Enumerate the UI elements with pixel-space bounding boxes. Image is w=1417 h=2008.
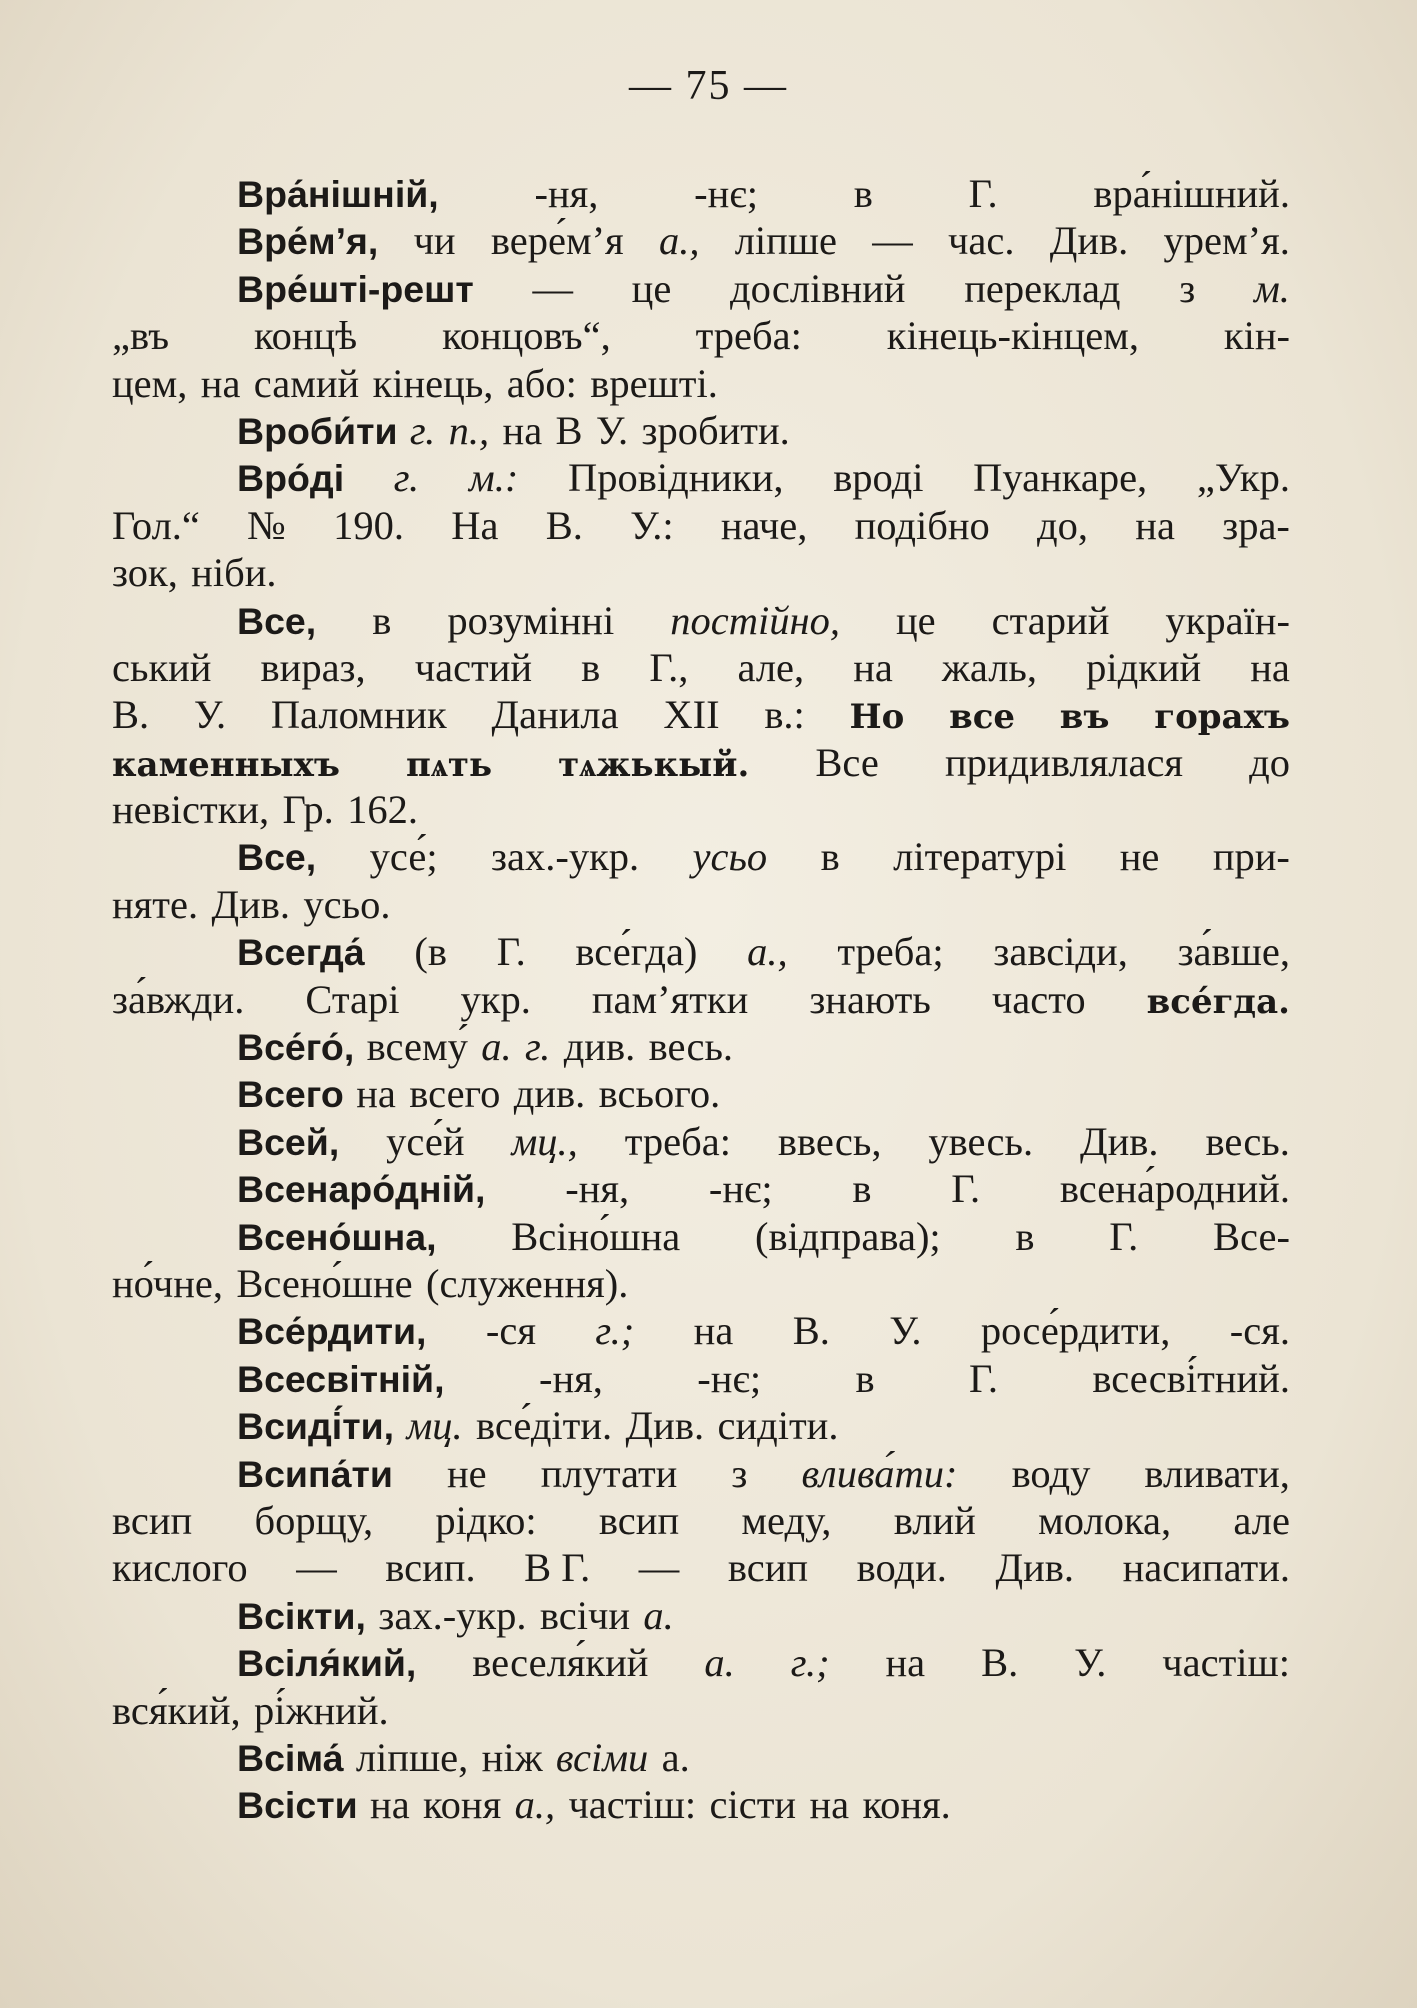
word: постійно, [670, 597, 840, 643]
word: Данила [491, 692, 619, 738]
word: не [446, 1450, 487, 1496]
word: жаль, [941, 644, 1038, 690]
word: ніби. [191, 550, 277, 596]
entry-line [112, 1402, 1290, 1449]
word: весь. [1205, 1118, 1290, 1164]
word: а., [747, 929, 788, 975]
word: до, [1037, 502, 1089, 548]
headword: Вре́шті-решт [237, 267, 474, 310]
word: Гр. [282, 787, 334, 833]
word: Всіно́шна [511, 1213, 681, 1259]
church-slavonic-word: Но [849, 697, 905, 738]
word: воду [1011, 1450, 1091, 1496]
word: вроді [833, 455, 924, 501]
word: вся́кий, [112, 1687, 241, 1733]
word: на [1135, 502, 1175, 548]
word: або: [506, 360, 577, 406]
word: Див. [625, 1403, 705, 1449]
entry-line [112, 265, 1290, 312]
headword: Всенаро́дній, [237, 1168, 486, 1211]
word: в.: [764, 692, 805, 738]
word: чи [413, 218, 456, 264]
word: усе́; [369, 834, 438, 880]
church-slavonic-word: тѧжькый. [558, 744, 750, 785]
word: зах.-укр. [378, 1592, 527, 1638]
word: час. [948, 218, 1015, 264]
word: г.; [595, 1308, 635, 1354]
word: Див. [995, 1545, 1075, 1591]
headword: Все́рдити, [237, 1310, 427, 1353]
word: переклад [964, 265, 1121, 311]
word: на [809, 1782, 850, 1828]
word: (служення). [425, 1260, 629, 1306]
word: зробити. [641, 407, 790, 453]
word: — [872, 218, 913, 264]
word: а. [481, 1024, 512, 1070]
word: У.: [630, 502, 674, 548]
word: Див. [211, 881, 291, 927]
word: -ня, [534, 171, 599, 216]
word: — [296, 1545, 337, 1591]
word: У. [595, 407, 629, 453]
word: пам’ятки [591, 976, 749, 1022]
word: зра- [1222, 502, 1290, 548]
entry-line [112, 1213, 1290, 1260]
word: — [638, 1545, 680, 1591]
word: п., [448, 407, 490, 453]
word: — [532, 265, 573, 311]
text-line [112, 691, 1290, 738]
word: а., [514, 1782, 556, 1828]
word: укр. [460, 976, 531, 1022]
word: вираз, [260, 644, 366, 690]
headword: Вро́ді [237, 457, 345, 500]
word: кислого [112, 1545, 248, 1591]
word: концѣ [253, 313, 358, 359]
word: № [247, 502, 286, 548]
text-line [112, 360, 1290, 407]
word: дослівний [730, 265, 906, 311]
church-slavonic-word: все [949, 697, 1016, 738]
word: На [451, 502, 499, 548]
word: літературі [893, 834, 1067, 880]
word: борщу, [254, 1497, 374, 1543]
word: завсіди, [993, 929, 1128, 975]
word: м.: [468, 455, 519, 501]
entry-line [112, 1592, 1290, 1639]
word: всип [598, 1497, 680, 1543]
word: Див. [1049, 218, 1129, 264]
entry-line [112, 1355, 1290, 1402]
word: Г. [1109, 1213, 1139, 1259]
entry-line [112, 1734, 1290, 1781]
word: усе́й [386, 1118, 465, 1164]
word: коня. [862, 1782, 951, 1828]
word: 190. [333, 502, 404, 548]
word: наче, [720, 502, 808, 548]
page-number: — 75 — [629, 63, 788, 109]
word: кін- [1223, 313, 1290, 359]
word: урем’я. [1163, 218, 1290, 264]
word: див. [513, 1071, 586, 1117]
word: -нє; [708, 1166, 773, 1212]
word: а. [661, 1734, 690, 1780]
word: на [1250, 644, 1290, 690]
word: В. [545, 502, 583, 548]
word: в [1015, 1213, 1035, 1259]
word: кінець, [372, 360, 494, 406]
headword: Всісти [237, 1784, 358, 1827]
word: Все [815, 739, 879, 785]
text-line [112, 549, 1290, 596]
word: в [820, 834, 840, 880]
entry-line [112, 1307, 1290, 1354]
text-line [112, 312, 1290, 359]
word: частий [414, 644, 533, 690]
church-slavonic-word: все́гда. [1146, 981, 1290, 1022]
entry-line [112, 454, 1290, 501]
word: весь. [648, 1024, 734, 1070]
word: ліпше [734, 218, 838, 264]
text-line [112, 739, 1290, 786]
word: а. [704, 1640, 735, 1686]
word: У. [193, 692, 227, 738]
entry-line [112, 928, 1290, 975]
word: В Г. [524, 1545, 591, 1591]
word: В [555, 407, 583, 453]
word: г. [409, 407, 436, 453]
headword: Всесвітній, [237, 1357, 445, 1400]
headword: Всипа́ти [237, 1452, 393, 1495]
word: Г. [951, 1166, 981, 1212]
word: врешті. [590, 360, 718, 406]
word: в [852, 1166, 872, 1212]
word: вере́м’я [490, 218, 624, 264]
word: концовъ“, [442, 313, 611, 359]
word: сидіти. [717, 1403, 839, 1449]
headword: Всіля́кий, [237, 1642, 417, 1685]
word: увесь. [928, 1118, 1034, 1164]
headword: Всікти, [237, 1594, 366, 1637]
text-line [112, 502, 1290, 549]
word: в [853, 171, 873, 216]
entry-line [112, 217, 1290, 264]
word: за́вше, [1177, 929, 1290, 975]
word: див. [563, 1024, 636, 1070]
word: треба: [695, 313, 802, 359]
word: але, [737, 644, 805, 690]
word: коня [423, 1782, 502, 1828]
word: частіш: [568, 1782, 697, 1828]
word: влий [893, 1497, 976, 1543]
word: при- [1212, 834, 1290, 880]
word: -нє; [694, 171, 758, 216]
text-line [112, 1260, 1290, 1307]
headword: Все, [237, 599, 317, 642]
word: Г. [968, 171, 998, 216]
word: з [731, 1450, 748, 1496]
word: влива́ти: [801, 1450, 958, 1496]
word: подібно [854, 502, 990, 548]
word: Пуанкаре, [973, 455, 1148, 501]
headword: Вроби́ти [237, 409, 398, 452]
word: всип. [385, 1545, 476, 1591]
word: рідкий [1086, 644, 1202, 690]
word: в [581, 644, 601, 690]
word: рідко: [435, 1497, 537, 1543]
headword: Всено́шна, [237, 1215, 437, 1258]
word: Старі [305, 976, 400, 1022]
word: В. [112, 692, 150, 738]
word: розумінні [447, 597, 615, 643]
word: україн- [1165, 597, 1290, 643]
church-slavonic-word: горахъ [1154, 697, 1290, 738]
entry-line [112, 1165, 1290, 1212]
word: всип [727, 1545, 809, 1591]
word: плутати [540, 1450, 678, 1496]
word: усьо. [303, 881, 391, 927]
word: вливати, [1144, 1450, 1290, 1496]
word: все́діти. [476, 1403, 613, 1449]
word: г. [524, 1024, 551, 1070]
word: (в [414, 929, 447, 975]
word: но́чне, [112, 1260, 224, 1306]
word: всему́ [366, 1024, 468, 1070]
word: ввесь, [777, 1118, 882, 1164]
word: цем, [112, 360, 188, 406]
entry-line [112, 833, 1290, 880]
word: всесві́тний. [1092, 1355, 1290, 1401]
word: але [1233, 1497, 1290, 1543]
word: на [356, 1071, 396, 1117]
church-slavonic-word: въ [1059, 697, 1110, 738]
word: Все- [1213, 1213, 1290, 1259]
word: Г., [649, 644, 689, 690]
word: Гол.“ [112, 502, 200, 548]
word: Г. [496, 929, 526, 975]
word: невістки, [112, 787, 270, 833]
word: няте. [112, 881, 199, 927]
word: г. [393, 455, 420, 501]
word: знають [809, 976, 931, 1022]
word: 162. [347, 787, 419, 833]
word: г.; [790, 1640, 830, 1686]
headword: Всегда́ [237, 931, 365, 974]
word: -ся [485, 1308, 536, 1354]
word: рі́жний. [254, 1687, 389, 1733]
entry-line [112, 1118, 1290, 1165]
word: кінець-кінцем, [886, 313, 1139, 359]
word: з [1179, 265, 1196, 311]
word: мц., [511, 1118, 578, 1164]
headword: Все́го́, [237, 1026, 355, 1069]
word: це [895, 597, 936, 643]
word: це [631, 265, 672, 311]
word: -нє; [697, 1355, 762, 1401]
word: ліпше, [355, 1734, 469, 1780]
word: Провідники, [567, 455, 784, 501]
word: зок, [112, 550, 178, 596]
word: мц. [406, 1403, 463, 1449]
word: ніж [481, 1734, 543, 1780]
word: м. [1253, 265, 1290, 311]
word: веселя́кий [472, 1640, 649, 1686]
word: Паломник [270, 692, 447, 738]
dictionary-text [112, 170, 1290, 1829]
word: „въ [112, 313, 170, 359]
entry-line [112, 1639, 1290, 1686]
headword: Вре́м’я, [237, 220, 379, 263]
word: Всено́шне [236, 1260, 413, 1306]
word: на [502, 407, 543, 453]
word: часто [991, 976, 1086, 1022]
word: насипати. [1122, 1545, 1290, 1591]
entry-line [112, 1450, 1290, 1497]
word: В. [792, 1308, 830, 1354]
word: а. [643, 1592, 674, 1638]
church-slavonic-word: пѧть [406, 744, 493, 785]
word: (відправа); [755, 1213, 941, 1259]
word: всена́родний. [1059, 1166, 1290, 1212]
word: молока, [1038, 1497, 1172, 1543]
word: -ся. [1229, 1308, 1290, 1354]
text-line [112, 644, 1290, 691]
text-line [112, 1687, 1290, 1734]
word: XII [663, 692, 720, 738]
word: Г. [969, 1355, 998, 1401]
word: придивлялася [944, 739, 1184, 785]
word: меду, [741, 1497, 832, 1543]
word: за́вжди. [112, 976, 245, 1022]
entry-line [112, 1070, 1290, 1117]
entry-line [112, 407, 1290, 454]
word: усьо [692, 834, 768, 880]
entry-line [112, 170, 1290, 217]
text-line [112, 1497, 1290, 1544]
text-line [112, 1544, 1290, 1591]
word: в [372, 597, 392, 643]
word: треба: [624, 1118, 731, 1164]
word: вра́нішний. [1093, 171, 1290, 216]
word: всічи [539, 1592, 630, 1638]
word: в [855, 1355, 875, 1401]
word: на [693, 1308, 734, 1354]
word: У. [889, 1308, 922, 1354]
word: треба; [837, 929, 944, 975]
word: всего [409, 1071, 501, 1117]
headword: Все, [237, 836, 317, 879]
word: на [853, 644, 893, 690]
text-line [112, 976, 1290, 1023]
headword: Всиді́ти, [237, 1405, 395, 1448]
word: сісти [709, 1782, 797, 1828]
text-line [112, 786, 1290, 833]
word: зах.-укр. [490, 834, 640, 880]
word: У. [1074, 1640, 1107, 1686]
word: води. [856, 1545, 947, 1591]
word: старий [991, 597, 1110, 643]
entry-line [112, 1023, 1290, 1070]
word: самий [253, 360, 360, 406]
word: все́гда) [575, 929, 698, 975]
word: -ня, [538, 1355, 603, 1401]
word: ський [112, 644, 212, 690]
headword: Всего [237, 1073, 344, 1116]
word: до [1249, 739, 1290, 785]
text-line [112, 881, 1290, 928]
word: всіми [555, 1734, 649, 1780]
word: -ня, [565, 1166, 630, 1212]
word: „Укр. [1196, 455, 1290, 501]
headword: Вра́нішній, [237, 173, 439, 215]
word: а., [658, 218, 700, 264]
headword: Всей, [237, 1120, 340, 1163]
word: на [370, 1782, 410, 1828]
church-slavonic-word: каменныхъ [112, 744, 340, 785]
word: частіш: [1162, 1640, 1290, 1686]
entry-line [112, 597, 1290, 644]
word: не [1119, 834, 1160, 880]
word: на [885, 1640, 926, 1686]
word: всього. [598, 1071, 721, 1117]
headword: Всіма́ [237, 1736, 344, 1779]
word: всип [112, 1497, 193, 1543]
word: Див. [1079, 1118, 1159, 1164]
entry-line [112, 1781, 1290, 1828]
word: на [200, 360, 241, 406]
word: В. [981, 1640, 1019, 1686]
word: росе́рдити, [980, 1308, 1171, 1354]
